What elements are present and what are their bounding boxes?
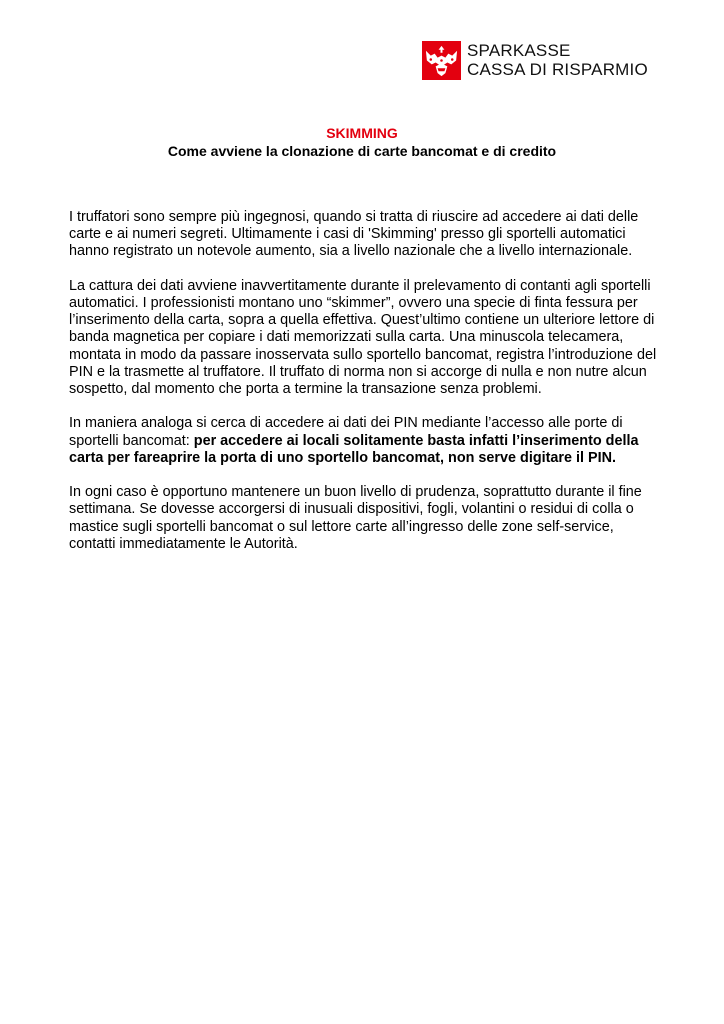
sparkasse-logo <box>422 41 648 80</box>
eagle-crest-icon <box>422 41 461 80</box>
document-subtitle: Come avviene la clonazione di carte bancomat e di credito <box>167 143 557 159</box>
logo-wordmark <box>467 41 648 79</box>
document-title: SKIMMING <box>326 125 398 141</box>
paragraph-pin-access <box>69 415 661 467</box>
paragraph-data-capture: La cattura dei dati avviene inavvertitamente durante il prelevamento di contanti agli sportelli automatici. I professionisti montano uno “skimmer”, ovvero una specie di finta fessura per l’inserimento della carta, sopra a quella effettiva. Quest’ultimo contiene un ulteriore lettore di banda magnetica per copiare i dati memorizzati sulla carta. Una minuscola telecamera, montata in modo da passare inosservata sullo sportello bancomat, registra l’introduzione del PIN e la trasmette al truffatore. Il truffato di norma non si accorge di nulla e non nutre alcun sospetto, dal momento che porta a termine la transazione senza problemi. <box>69 277 657 398</box>
logo-line-2: CASSA DI RISPARMIO <box>467 60 648 79</box>
paragraph-pin-access-emphasis: per accedere ai locali solitamente basta infatti l’inserimento della carta per fareaprire la porta di uno sportello bancomat, non serve digitare il PIN. <box>69 432 639 466</box>
paragraph-intro: I truffatori sono sempre più ingegnosi, quando si tratta di riuscire ad accedere ai dati delle carte e ai numeri segreti. Ultimamente i casi di 'Skimming' presso gli sportelli automatici hanno registrato un notevole aumento, sia a livello nazionale che a livello internazionale. <box>69 209 639 260</box>
document-body <box>69 209 661 570</box>
logo-line-1: SPARKASSE <box>467 41 571 60</box>
paragraph-pin-access-text: In maniera analoga si cerca di accedere ai dati dei PIN mediante l’accesso alle porte di sportelli bancomat: <box>69 415 623 449</box>
paragraph-prudence: In ogni caso è opportuno mantenere un buon livello di prudenza, soprattutto durante il fine settimana. Se dovesse accorgersi di inusuali dispositivi, fogli, volantini o residui di colla o mastice sugli sportelli bancomat o sul lettore carte all’ingresso delle zone self-service, contatti immediatamente le Autorità. <box>69 484 642 552</box>
